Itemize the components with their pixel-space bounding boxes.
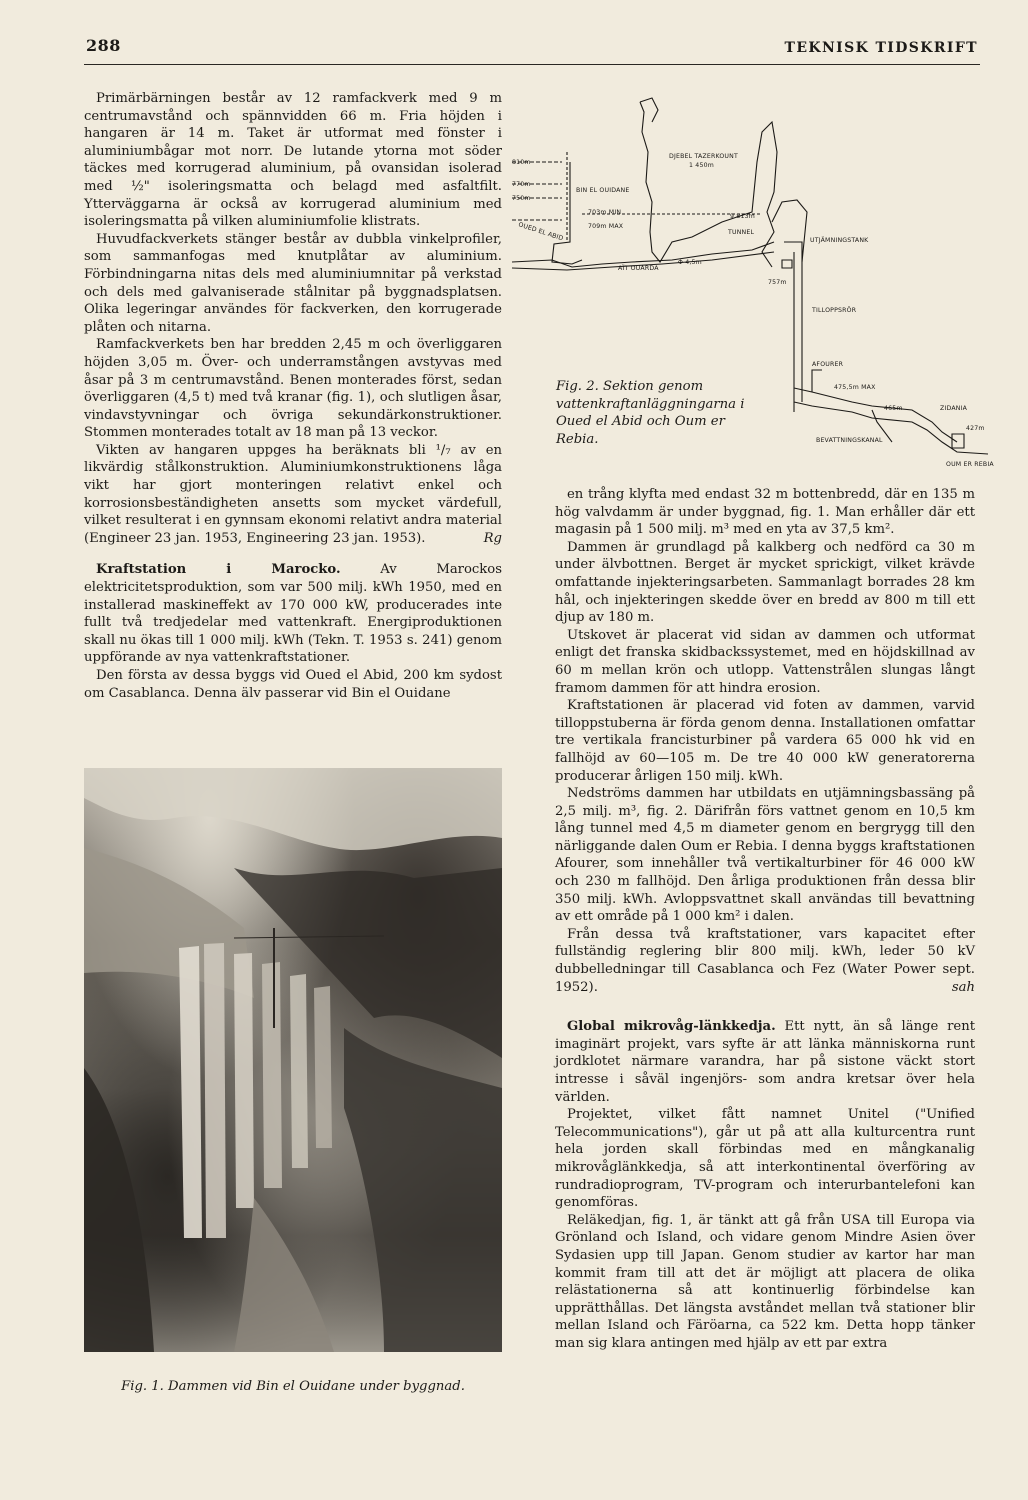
paragraph [555,1018,975,1106]
paragraph-text: Från dessa två kraftstationer, vars kapacitet efter fullständig reglering blir 800 milj. kWh, leder 50 kV dubbelledningar till Casablanca och Fez (Water Power sept. 1952). [555,926,975,995]
paragraph: Huvudfackverkets stänger består av dubbla vinkelprofiler, som sammanfogas med knutplåtar av aluminium. Förbindningarna nitas dels med aluminiumnitar på verkstad och dels med galvaniserade stålnitar på byggnadsplatsen. Olika legeringar användes för fackverken, den korrugerade plåten och nitarna. [84,231,502,335]
label-810: 810m [512,159,531,166]
section-heading: Global mikrovåg-länkkedja. [567,1019,776,1035]
paragraph [84,442,502,548]
section-heading: Kraftstation i Marocko. [96,562,341,578]
label-bin-el-ouidane: BIN EL OUIDANE [576,187,630,194]
label-770: 770m [512,181,531,188]
author-signature: sah [951,979,975,995]
paragraph: Ramfackverkets ben har bredden 2,45 m och överliggaren höjden 3,05 m. Över- och underramstången avstyvas med åsar på 3 m centrumavstånd. Benen monterades först, sedan överliggaren (4,5 t) med två kranar (fig. 1), och slutligen åsar, vindavstyvningar och övriga sekundärkonstruktioner. Stommen monterades totalt av 18 man på 13 veckor. [84,337,502,441]
paragraph: Primärbärningen består av 12 ramfackverk med 9 m centrumavstånd och spännvidden 66 m. Fria höjden i hangaren är 14 m. Taket är utformat med fönster i aluminiumbågar mot norr. De lutande ytorna mot söder täckes med korrugerad aluminium, på ovansidan isolerad med ½" isoleringsmatta och belagd med asfaltfilt. Ytterväggarna är också av korrugerad aluminium med isoleringsmatta på vilken aluminiumfolie klistrats. [84,91,502,230]
paragraph: en trång klyfta med endast 32 m bottenbredd, där en 135 m hög valvdamm är under byggnad, fig. 1. Man erhåller där ett magasin på 1 500 milj. m³ med en yta av 37,5 km². [555,487,975,538]
dam-photograph [84,768,502,1352]
paragraph [555,926,975,996]
left-column [84,90,502,702]
paragraph: Kraftstationen är placerad vid foten av dammen, varvid tilloppstuberna är förda genom denna. Installationen omfattar tre vertikala francisturbiner på vardera 65 000 hk vid en fallhöjd av 60—105 m. De tre 40 000 kW generatorerna producerar årligen 150 milj. kWh. [555,698,975,784]
label-709-max: 709m MAX [588,223,624,230]
label-ait-ouarda: AÏT OUARDA [618,265,659,272]
paragraph: Nedströms dammen har utbildats en utjämningsbassäng på 2,5 milj. m³, fig. 2. Därifrån förs vattnet genom en 10,5 km lång tunnel med 4,5 m diameter genom en bergrygg till den närliggande dalen Oum er Rebia. I denna byggs kraftstationen Afourer, som innehåller två vertikalturbiner för 46 000 kW och 230 m fallhöjd. Den årliga produktionen från dessa blir 350 milj. kWh. Avloppsvattnet skall användas till bevattning av ett område på 1 000 km² i dalen. [555,786,975,925]
label-afourer: AFOURER [812,361,844,368]
label-bevattningskanal: BEVATTNINGSKANAL [816,437,883,444]
label-465: 465m [884,405,903,412]
paragraph-text: Av Marockos elektricitetsproduktion, som var 500 milj. kWh 1950, med en installerad maskineffekt av 170 000 kW, producerades inte fullt två tredjedelar med vattenkraft. Energiproduktionen skall nu ökas till 1 000 milj. kWh (Tekn. T. 1953 s. 241) genom uppförande av nya vattenkraftstationer. [84,562,503,666]
paragraph [84,561,502,667]
right-column [555,486,975,1353]
label-750: 750m [512,195,531,202]
label-tunnel: TUNNEL [728,229,755,236]
label-oum-er-rebia: OUM ER REBIA [946,461,994,468]
label-703-min: 703m MIN [588,209,622,216]
label-oued-el-abid: OUED EL ABID [517,221,565,243]
header-rule [84,64,980,65]
figure-1-caption: Fig. 1. Dammen vid Bin el Ouidane under byggnad. [121,1379,465,1394]
label-diameter: Φ 4,5m [678,259,702,266]
journal-title: TEKNISK TIDSKRIFT [784,40,978,56]
paragraph: Projektet, vilket fått namnet Unitel ("Unified Telecommunications"), går ut på att alla kulturcentra runt hela jorden skall förbindas med en mångkanalig mikrovåglänkkedja, så att interkontinental överföring av rundradioprogram, TV-program och interurbantelefoni kan genomföras. [555,1107,975,1211]
page-number: 288 [86,36,121,55]
paragraph-text: Vikten av hangaren uppges ha beräknats bli ¹/₇ av en likvärdig stålkonstruktion. Aluminiumkonstruktionens låga vikt har gjort monteringen relativt enkel och korrosionsbeständigheten ansetts som mycket värdefull, vilket resulterat i en gynnsam ekonomi relativt andra material (Engineer 23 jan. 1953, Engineering 23 jan. 1953). [84,442,502,546]
author-signature: Rg [483,530,502,546]
paragraph: Reläkedjan, fig. 1, är tänkt att gå från USA till Europa via Grönland och Island, och vidare genom Mindre Asien över Sydasien upp till Japan. Genom studier av kartor har man kommit fram till att det är möjligt att placera de olika relästationerna så att kontinuerlig förbindelse kan upprätthållas. Det längsta avståndet mellan två stationer blir mellan Island och Färöarna, ca 522 km. Detta hopp tänker man sig klara antingen med hjälp av ett par extra [555,1212,975,1351]
paragraph: Utskovet är placerat vid sidan av dammen och utformat enligt det franska skidbackssystemet, med en höjdskillnad av 60 m mellan krön och utlopp. Vattenstrålen slungas långt framom dammen för att hindra erosion. [555,627,975,696]
label-475: 475,5m MAX [834,384,876,391]
label-zidania: ZIDANIA [940,405,968,412]
label-djebel: DJEBEL TAZERKOUNT [669,153,738,160]
label-757: 757m [768,279,787,286]
figure-2-caption: Fig. 2. Sektion genom vattenkraftanläggningarna i Oued el Abid och Oum er Rebia. [556,379,745,447]
dam-photo-shapes [84,768,502,1352]
label-tilloppsror: TILLOPPSRÖR [812,307,857,314]
label-utjamningstank: UTJÄMNINGSTANK [810,237,869,244]
label-427: 427m [966,425,985,432]
paragraph: Dammen är grundlagd på kalkberg och nedförd ca 30 m under älvbottnen. Berget är mycket sprickigt, vilket krävde omfattande injekteringsarbeten. Sammanlagt borrades 28 km hål, och injekteringen skedde över en bredd av 800 m till ett djup av 180 m. [555,539,975,626]
paragraph-text: Ett nytt, än så länge rent imaginärt projekt, vars syfte är att länka människorna runt jordklotet närmare varandra, har på sistone väckt stort intresse i såväl ingenjörs- som andra kretsar över hela världen. [555,1019,975,1105]
page-header [0,36,1028,68]
label-peak-elevation: 1 450m [689,162,714,169]
paragraph: Den första av dessa byggs vid Oued el Abid, 200 km sydost om Casablanca. Denna älv passerar vid Bin el Ouidane [84,668,502,701]
label-tunnel-length: 9 813m [730,213,755,220]
